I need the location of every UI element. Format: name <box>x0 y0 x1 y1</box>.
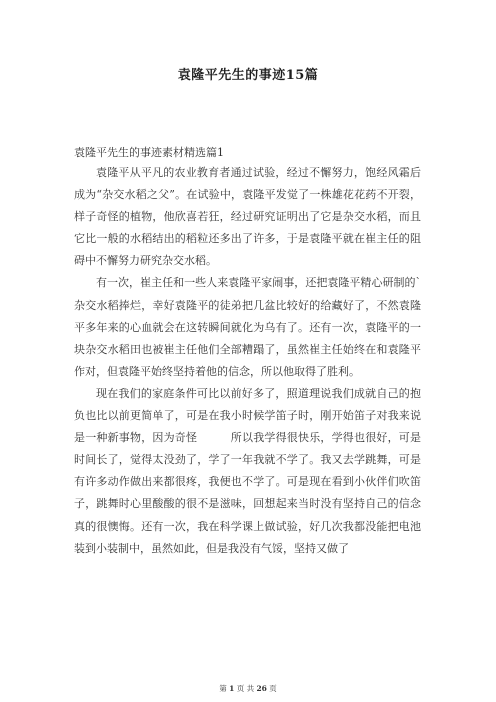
footer-prefix: 第 <box>219 684 227 693</box>
footer-suffix: 页 <box>269 684 277 693</box>
footer-middle: 页 共 <box>236 684 255 693</box>
current-page-number: 1 <box>229 684 235 693</box>
paragraph: 袁隆平从平凡的农业教育者通过试验，经过不懈努力，饱经风霜后成为“杂交水稻之父”。在试验中，袁隆平发觉了一株雄花花药不开裂，样子奇怪的植物，他欣喜若狂，经过研究证明出了它是杂交水稻，而且它比一般的水稻结出的稻粒还多出了许多，于是袁隆平就在崔主任的阻碍中不懈努力研究杂交水稻。 <box>74 166 421 268</box>
document-title: 袁隆平先生的事迹15篇 <box>177 68 319 83</box>
total-pages-number: 26 <box>256 684 267 693</box>
section-subtitle: 袁隆平先生的事迹素材精选篇1 <box>74 146 224 159</box>
paragraph: 有一次，崔主任和一些人来袁隆平家闹事，还把袁隆平精心研制的`杂交水稻捧烂，幸好袁隆平的徒弟把几盆比较好的给藏好了，不然袁隆平多年来的心血就会在这转瞬间就化为乌有了。还有一次，袁隆平的一块杂交水稻田也被崔主任他们全部糟蹋了，虽然崔主任始终在和袁隆平作对，但袁隆平始终坚持着他的信念，所以他取得了胜利。 <box>74 276 421 378</box>
page-footer <box>0 683 496 694</box>
body-text <box>74 162 421 560</box>
paragraph: 现在我们的家庭条件可比以前好多了，照道理说我们成就自己的抱负也比以前更简单了，可是在我小时候学笛子时，刚开始笛子对我来说是一种新事物，因为奇怪 所以我学得很快乐，学得也很好，可是时间长了，觉得太没劲了，学了一年我就不学了。我又去学跳舞，可是有许多动作做出来都很疼，我便也不学了。可是现在看到小伙伴们吹笛子，跳舞时心里酸酸的很不是滋味，回想起来当时没有坚持自己的信念真的很懊悔。还有一次，我在科学课上做试验，好几次我都没能把电池装到小装制中，虽然如此，但是我没有气馁，坚持又做了 <box>74 386 421 555</box>
